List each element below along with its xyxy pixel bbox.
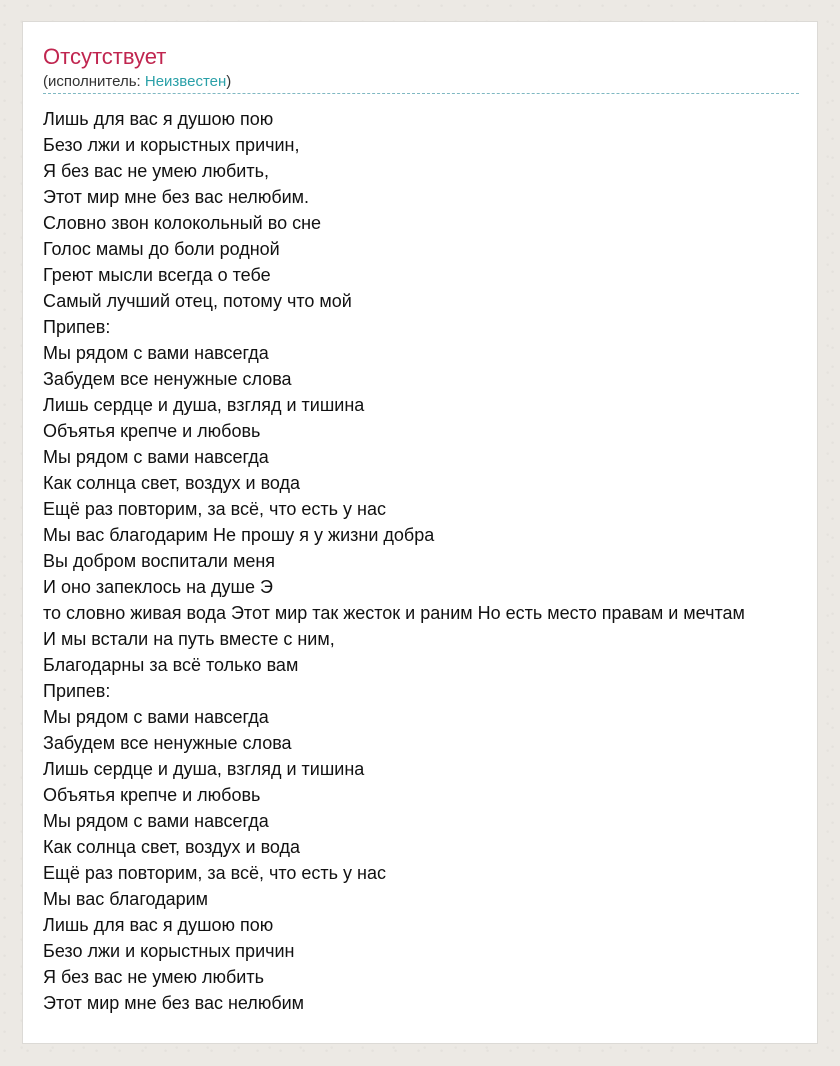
lyric-line: Вы добром воспитали меня bbox=[43, 551, 276, 571]
lyric-line: Припев: bbox=[43, 317, 111, 337]
lyric-line: Мы вас благодарим bbox=[43, 889, 209, 909]
lyrics-card bbox=[22, 21, 818, 1044]
lyric-line: Припев: bbox=[43, 681, 111, 701]
artist-suffix: ) bbox=[226, 73, 232, 90]
artist-link[interactable]: Неизвестен bbox=[144, 73, 227, 90]
lyric-line: Безо лжи и корыстных причин bbox=[43, 941, 295, 961]
lyric-line: Благодарны за всё только вам bbox=[43, 655, 299, 675]
lyric-line: Словно звон колокольный во сне bbox=[43, 213, 322, 233]
lyric-line: Этот мир мне без вас нелюбим. bbox=[43, 187, 310, 207]
lyric-line: Мы рядом с вами навсегда bbox=[43, 447, 269, 467]
lyric-line: Мы рядом с вами навсегда bbox=[43, 707, 269, 727]
lyric-line: Самый лучший отец, потому что мой bbox=[43, 291, 352, 311]
lyric-line: Объятья крепче и любовь bbox=[43, 785, 261, 805]
artist-prefix: (исполнитель: bbox=[43, 73, 145, 90]
lyric-line: Забудем все ненужные слова bbox=[43, 369, 292, 389]
lyric-line: Я без вас не умею любить bbox=[43, 967, 264, 987]
artist-line bbox=[43, 73, 231, 91]
lyric-line: Греют мысли всегда о тебе bbox=[43, 265, 271, 285]
lyric-line: Мы рядом с вами навсегда bbox=[43, 811, 269, 831]
lyrics-text bbox=[43, 106, 840, 1016]
lyric-line: Лишь для вас я душою пою bbox=[43, 915, 274, 935]
lyric-line: Мы вас благодарим Не прошу я у жизни добра bbox=[43, 525, 435, 545]
lyric-line: И оно запеклось на душе Э bbox=[43, 577, 273, 597]
lyric-line: Голос мамы до боли родной bbox=[43, 239, 280, 259]
lyric-line: Я без вас не умею любить, bbox=[43, 161, 269, 181]
title-divider bbox=[43, 93, 799, 94]
lyric-line: Безо лжи и корыстных причин, bbox=[43, 135, 300, 155]
lyric-line: Забудем все ненужные слова bbox=[43, 733, 292, 753]
lyric-line: Ещё раз повторим, за всё, что есть у нас bbox=[43, 863, 386, 883]
lyric-line: Мы рядом с вами навсегда bbox=[43, 343, 269, 363]
lyric-line: Лишь для вас я душою пою bbox=[43, 109, 274, 129]
lyric-line: Как солнца свет, воздух и вода bbox=[43, 837, 301, 857]
lyric-line: Как солнца свет, воздух и вода bbox=[43, 473, 301, 493]
lyric-line: Этот мир мне без вас нелюбим bbox=[43, 993, 305, 1013]
lyric-line: Лишь сердце и душа, взгляд и тишина bbox=[43, 759, 365, 779]
lyric-line: то словно живая вода Этот мир так жесток и раним Но есть место правам и мечтам bbox=[43, 603, 745, 623]
lyric-line: И мы встали на путь вместе с ним, bbox=[43, 629, 335, 649]
lyric-line: Лишь сердце и душа, взгляд и тишина bbox=[43, 395, 365, 415]
lyric-line: Объятья крепче и любовь bbox=[43, 421, 261, 441]
lyric-line: Ещё раз повторим, за всё, что есть у нас bbox=[43, 499, 386, 519]
song-title: Отсутствует bbox=[43, 44, 167, 69]
